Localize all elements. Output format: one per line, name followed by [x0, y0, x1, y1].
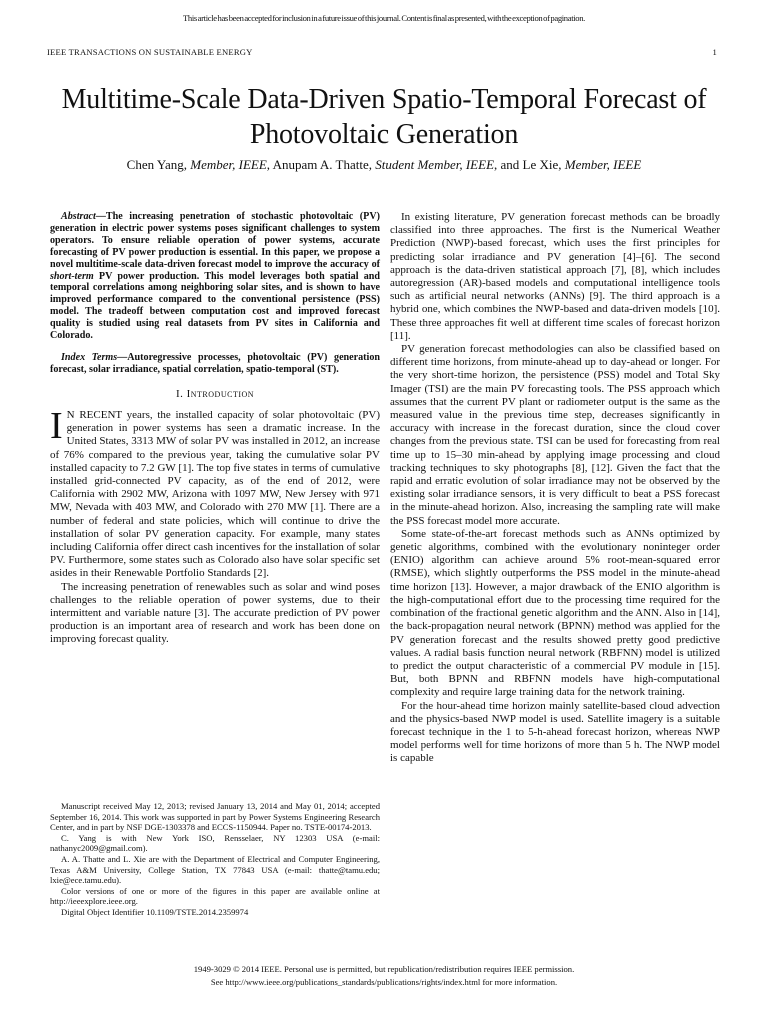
copyright-footer	[0, 963, 768, 988]
section-title: Introduction	[186, 387, 255, 400]
body-paragraph: In existing literature, PV generation forecast methods can be broadly classified into three approaches. The first is the Numerical Weather Prediction (NWP)-based forecast, which uses the first principles for predicting solar irradiance and PV generation [4]–[6]. The second approach is the data-driven statistical approach [7], [8], which includes autoregression (AR)-based models and computational intelligence tools such as artificial neural networks (ANNs) [9]. The third approach is a hybrid one, which combines the NWP-based and data-driven models [10]. These three approaches fit well at different time scales of forecast horizon [11].	[390, 211, 720, 342]
intro-paragraph	[50, 404, 380, 581]
section-number: I.	[175, 387, 187, 400]
footnote-author: A. A. Thatte and L. Xie are with the Department of Electrical and Computer Engineering, Texas A&M University, College Station, TX 77843 USA (e-mail: thatte@tamu.edu; lxie@ecе.tamu.edu).	[50, 853, 380, 886]
footnotes	[50, 801, 380, 918]
paper-title: Multitime-Scale Data-Driven Spatio-Temporal Forecast of Photovoltaic Generation	[61, 84, 707, 150]
footnote-color: Color versions of one or more of the figures in this paper are available online at http://ieeexplore.ieee.org.	[50, 885, 380, 907]
author-list	[40, 157, 728, 173]
author-role: Member, IEEE	[190, 157, 267, 172]
body-paragraph: Some state-of-the-art forecast methods such as ANNs optimized by genetic algorithms, combined with the evolutionary noninteger order (ENIO) algorithm can achieve around 5% root-mean-squared error (RMSE), which slightly outperforms the PSS model in the minute-ahead time horizon [13]. However, a major drawback of the ENIO algorithm is the high-computational effort due to the processing time required for the combination of the fractional genetic algorithm and the ANN. Also in [14], the back-propagation neural network (BPNN) method was applied for the PV generation forecast and the results showed pretty good predictive values. A radial basis function neural network (RBFNN) model is utilized to predict the output characteristic of a commercial PV module in [15]. But, both BPNN and RBFNN models have high-computational complexity and require large training data for the network training.	[390, 527, 720, 699]
body-paragraph: PV generation forecast methodologies can also be classified based on different time horizons, from minute-ahead up to day-ahead or longer. For the very short-time horizon, the persistence (PSS) model and Total Sky Imager (TSI) are the main PV forecasting tools. The PSS approach which assumes that the current PV plant or radiometer output is the same as the measured value in the previous time step, decreases significantly in accuracy with increase in the forecast duration, since the cloud cover changes from the previous state. TSI can be used for forecasting from real time up to 15–30 min-ahead by applying image processing and cloud tracking techniques to sky photographs [8], [12]. Given the fact that the rapid and erratic evolution of solar irradiance may not be observed by the existing solar irradiance sensors, it is very difficult to beat a PSS forecast in the minute-ahead horizon. Also, increasing the sampling rate will make the PSS forecast model more accurate.	[390, 343, 720, 527]
footnote-author: C. Yang is with New York ISO, Rensselaer, NY 12303 USA (e-mail: nathanyc2009@gmail.com).	[50, 832, 380, 854]
index-terms	[50, 352, 380, 376]
drop-cap: I	[50, 404, 63, 447]
journal-name: IEEE TRANSACTIONS ON SUSTAINABLE ENERGY	[47, 47, 253, 57]
page-number: 1	[712, 47, 717, 57]
index-terms-label: Index Terms	[61, 351, 118, 363]
abstract-text: —The increasing penetration of stochastic photovoltaic (PV) generation in electric power systems poses significant challenges to system operators. To ensure reliable operation of power systems, accurate forecasting of PV power production is essential. In this paper, we propose a novel multitime-scale data-driven forecast model to improve the accuracy of	[50, 211, 380, 270]
index-terms-text: —Autoregressive processes, photovoltaic (PV) generation forecast, solar irradiance, spatial correlation, spatio-temporal (ST).	[50, 351, 380, 375]
footnote-manuscript: Manuscript received May 12, 2013; revised January 13, 2014 and May 01, 2014; accepted September 16, 2014. This work was supported in part by Power Systems Engineering Research Center, and in part by NSF DGE-1303378 and ECCS-1150944. Paper no. TSTE-00174-2013.	[50, 801, 380, 833]
footnote-doi: Digital Object Identifier 10.1109/TSTE.2014.2359974	[61, 906, 249, 917]
abstract-label: Abstract	[61, 211, 96, 222]
author-name: , Anupam A. Thatte,	[266, 157, 376, 172]
rights-link-line: See http://www.ieee.org/publications_standards/publications/rights/index.html for more information.	[210, 976, 558, 987]
author-role: Student Member, IEEE	[375, 157, 495, 172]
intro-text: N RECENT years, the installed capacity of solar photovoltaic (PV) generation in power systems has seen a dramatic increase. In the United States, 3313 MW of solar PV was installed in 2012, an increase of 76% compared to the previous year, taking the cumulative solar PV installed capacity to 7.2 GW [1]. The top five states in terms of cumulative installed grid-connected PV capacity, as of the end of 2012, were California with 2902 MW, Arizona with 1097 MW, New Jersey with 971 MW, Nevada with 403 MW, and Colorado with 270 MW [1]. There are a number of federal and state policies, which will continue to drive the installation of solar PV generation capacity. For example, many states including California offer direct cash incentives for the installation of solar PV. Furthermore, some states such as Colorado also have solar specific set asides in their Renewable Portfolio Standards [2].	[50, 408, 380, 580]
copyright-line: 1949-3029 © 2014 IEEE. Personal use is permitted, but republication/redistribution requires IEEE permission.	[193, 964, 575, 974]
body-paragraph: For the hour-ahead time horizon mainly satellite-based cloud advection and the physics-based NWP model is used. Satellite imagery is a suitable forecast technique in the 1 to 5-h-ahead forecast horizon, whereas NWP model performs well for time horizons of more than 5 h. The NWP model is capable	[390, 699, 720, 765]
right-column	[390, 211, 720, 766]
abstract-emphasis: short-term	[50, 270, 94, 282]
acceptance-notice: This article has been accepted for inclusion in a future issue of this journal. Content is final as presented, with the exception of pagination.	[183, 13, 585, 23]
abstract	[50, 211, 380, 342]
author-name: Chen Yang,	[126, 157, 191, 172]
abstract-text: PV power production. This model leverages both spatial and temporal correlations among neighboring solar sites, and is shown to have improved performance compared to the conventional persistence (PSS) model. The tradeoff between computation cost and improved forecast quality is studied using real datasets from PV sites in California and Colorado.	[50, 270, 380, 342]
left-column	[50, 211, 380, 647]
section-heading	[50, 388, 380, 401]
author-role: Member, IEEE	[564, 157, 642, 172]
author-name: , and Le Xie,	[494, 157, 565, 172]
body-paragraph: The increasing penetration of renewables such as solar and wind poses challenges to the reliable operation of power systems, due to their intermittent and variable nature [3]. The accurate prediction of PV power production is an important area of research and work has been done on improving forecast quality.	[50, 580, 380, 646]
